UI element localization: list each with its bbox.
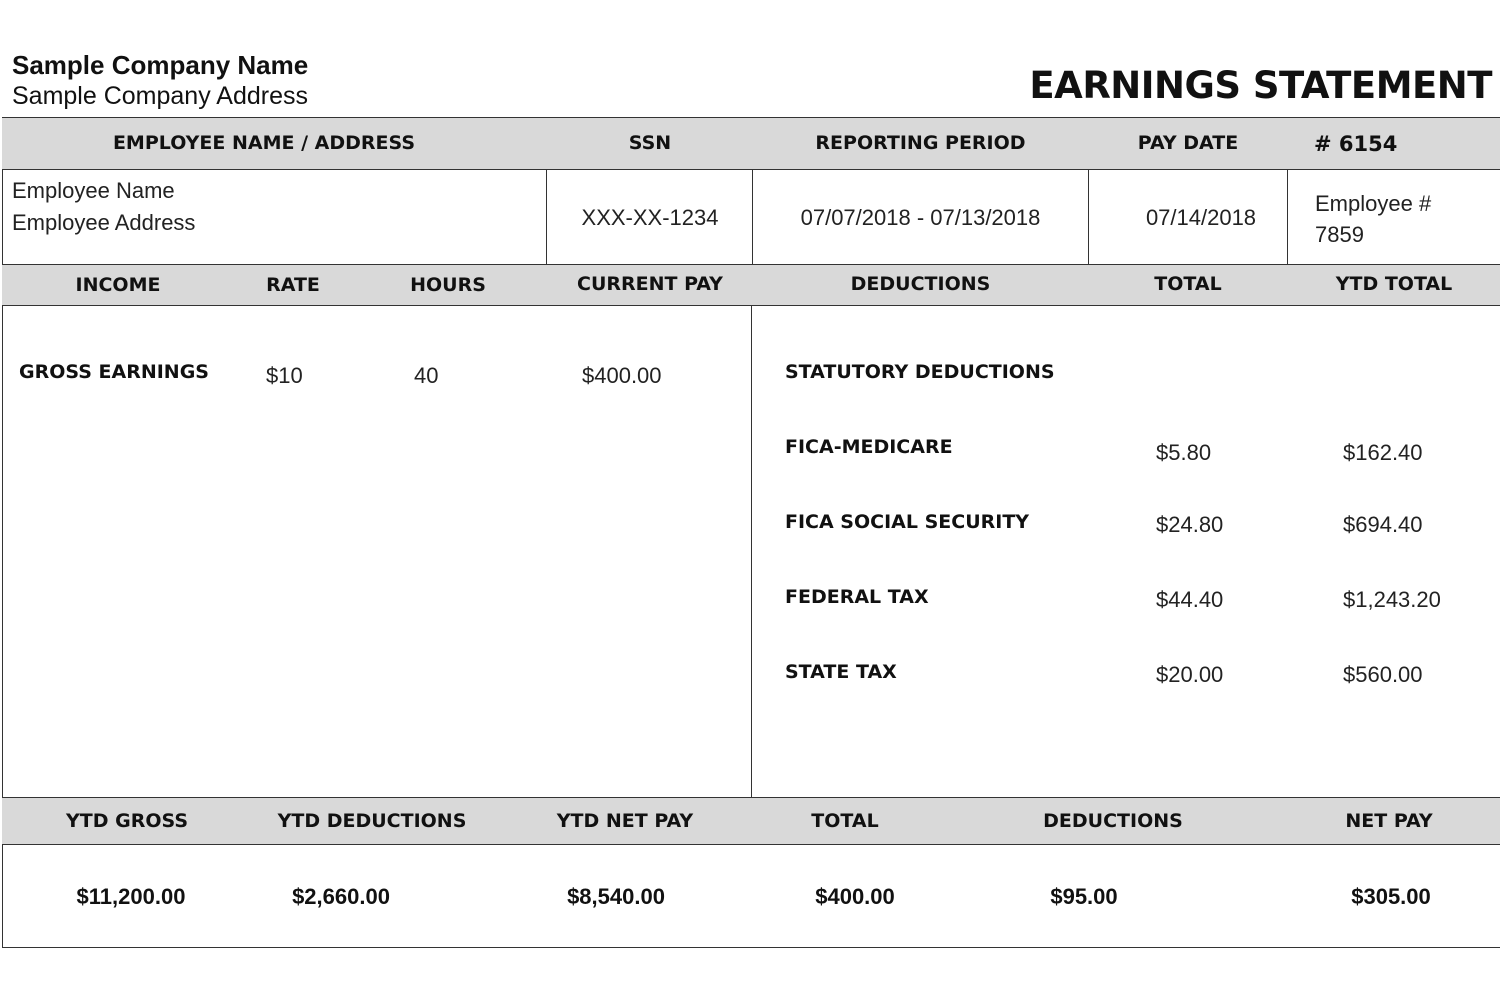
deduction-label: FICA-MEDICARE bbox=[785, 436, 953, 458]
ytd-net-pay-value: $8,540.00 bbox=[567, 884, 665, 909]
deduction-ytd: $694.40 bbox=[1343, 512, 1423, 537]
deduction-label: STATE TAX bbox=[785, 661, 897, 683]
deduction-total: $24.80 bbox=[1156, 512, 1224, 537]
statement-title: EARNINGS STATEMENT bbox=[1029, 64, 1492, 107]
header-ssn: SSN bbox=[628, 132, 672, 154]
header-ytd-total: YTD TOTAL bbox=[1335, 273, 1453, 295]
employee-name: Employee Name bbox=[12, 178, 175, 203]
deduction-label: FEDERAL TAX bbox=[785, 586, 929, 608]
employee-number: 7859 bbox=[1315, 222, 1364, 247]
employee-ssn: XXX-XX-1234 bbox=[581, 205, 719, 230]
deduction-label: FICA SOCIAL SECURITY bbox=[785, 511, 1030, 533]
header-hours: HOURS bbox=[410, 274, 486, 296]
header-ytd-net-pay: YTD NET PAY bbox=[556, 810, 694, 832]
net-pay-value: $305.00 bbox=[1351, 884, 1431, 909]
income-deductions-divider bbox=[751, 305, 752, 798]
header-ytd-gross: YTD GROSS bbox=[66, 810, 188, 832]
header-employee-name-address: EMPLOYEE NAME / ADDRESS bbox=[112, 132, 416, 154]
summary-deductions-value: $95.00 bbox=[1050, 884, 1118, 909]
header-reporting-period: REPORTING PERIOD bbox=[815, 132, 1026, 154]
income-current-pay: $400.00 bbox=[582, 363, 662, 388]
ytd-gross-value: $11,200.00 bbox=[76, 884, 186, 909]
income-label: GROSS EARNINGS bbox=[19, 361, 209, 383]
company-address: Sample Company Address bbox=[12, 82, 308, 110]
deductions-section-label: STATUTORY DEDUCTIONS bbox=[785, 361, 1055, 383]
income-rate: $10 bbox=[266, 363, 303, 388]
header-rate: RATE bbox=[266, 274, 320, 296]
summary-total-value: $400.00 bbox=[815, 884, 895, 909]
employee-address: Employee Address bbox=[12, 210, 196, 235]
header-current-pay: CURRENT PAY bbox=[577, 273, 723, 295]
ytd-deductions-value: $2,660.00 bbox=[292, 884, 390, 909]
income-hours: 40 bbox=[414, 363, 439, 388]
reporting-period-value: 07/07/2018 - 07/13/2018 bbox=[800, 205, 1041, 230]
statement-number: # 6154 bbox=[1314, 132, 1398, 156]
header-net-pay: NET PAY bbox=[1345, 810, 1433, 832]
deduction-ytd: $1,243.20 bbox=[1343, 587, 1441, 612]
header-income: INCOME bbox=[75, 274, 161, 296]
deduction-ytd: $560.00 bbox=[1343, 662, 1423, 687]
header-summary-total: TOTAL bbox=[811, 810, 879, 832]
deduction-total: $44.40 bbox=[1156, 587, 1224, 612]
deduction-total: $5.80 bbox=[1156, 440, 1212, 465]
pay-date-value: 07/14/2018 bbox=[1145, 205, 1257, 230]
header-deductions: DEDUCTIONS bbox=[850, 273, 991, 295]
deduction-ytd: $162.40 bbox=[1343, 440, 1423, 465]
company-name: Sample Company Name bbox=[12, 50, 309, 80]
header-summary-deductions: DEDUCTIONS bbox=[1043, 810, 1183, 832]
deduction-total: $20.00 bbox=[1156, 662, 1224, 687]
employee-number-label: Employee # bbox=[1315, 191, 1432, 216]
header-ytd-deductions: YTD DEDUCTIONS bbox=[277, 810, 467, 832]
header-pay-date: PAY DATE bbox=[1137, 132, 1239, 154]
header-total: TOTAL bbox=[1154, 273, 1222, 295]
divider bbox=[546, 169, 547, 264]
